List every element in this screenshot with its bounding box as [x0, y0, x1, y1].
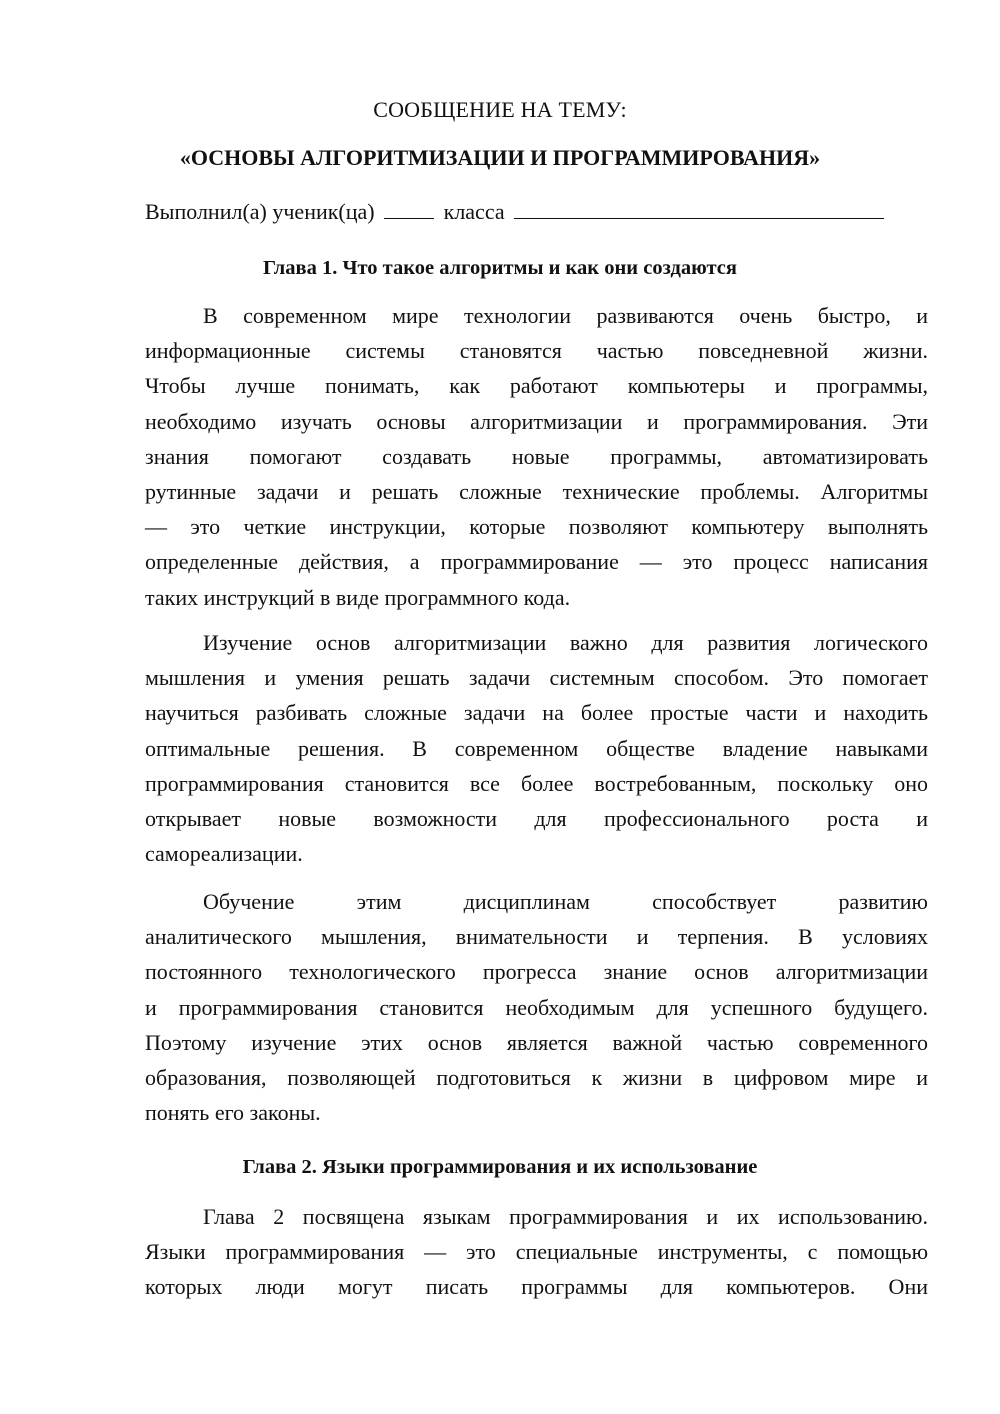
chapter-1-paragraph-2: [145, 625, 928, 871]
text-line: В современном мире технологии развиваются очень быстро, и: [203, 303, 928, 328]
text-line: информационные системы становятся частью повседневной жизни.: [145, 338, 928, 364]
text-line: понять его законы.: [145, 1100, 321, 1126]
text-line: Глава 2 посвящена языкам программирования и их использованию.: [203, 1204, 928, 1229]
text-line: аналитического мышления, внимательности и терпения. В условиях: [145, 924, 928, 950]
report-header-label: СООБЩЕНИЕ НА ТЕМУ:: [373, 97, 627, 122]
text-line: открывает новые возможности для профессионального роста и: [145, 806, 928, 832]
text-line: оптимальные решения. В современном обществе владение навыками: [145, 735, 928, 761]
text-line: самореализации.: [145, 841, 303, 867]
text-line: образования, позволяющей подготовиться к жизни в цифровом мире и: [145, 1065, 928, 1091]
chapter-1-paragraph-3: [145, 884, 928, 1130]
student-byline: [145, 199, 888, 225]
class-label: класса: [443, 199, 505, 224]
chapter-2-paragraph-1: [145, 1199, 928, 1305]
text-line: и программирования становится необходимым для успешного будущего.: [145, 994, 928, 1020]
text-line: научиться разбивать сложные задачи на более простые части и находить: [145, 700, 928, 726]
text-line: которых люди могут писать программы для компьютеров. Они: [145, 1274, 928, 1300]
text-line: определенные действия, а программирование — это процесс написания: [145, 549, 928, 575]
text-line: таких инструкций в виде программного кода.: [145, 584, 571, 610]
chapter-2-heading: Глава 2. Языки программирования и их использование: [242, 1156, 758, 1178]
text-line: мышления и умения решать задачи системным способом. Это помогает: [145, 665, 928, 691]
text-line: Обучение этим дисциплинам способствует развитию: [203, 889, 928, 914]
text-line: необходимо изучать основы алгоритмизации и программирования. Эти: [145, 408, 928, 434]
name-blank-line: [514, 217, 884, 219]
text-line: Изучение основ алгоритмизации важно для развития логического: [203, 630, 928, 655]
text-line: рутинные задачи и решать сложные технические проблемы. Алгоритмы: [145, 479, 928, 505]
chapter-1-heading: Глава 1. Что такое алгоритмы и как они создаются: [263, 257, 737, 279]
text-line: — это четкие инструкции, которые позволяют компьютеру выполнять: [145, 514, 928, 540]
chapter-1-paragraph-1: [145, 298, 928, 615]
text-line: знания помогают создавать новые программы, автоматизировать: [145, 443, 928, 469]
report-topic-title: «ОСНОВЫ АЛГОРИТМИЗАЦИИ И ПРОГРАММИРОВАНИЯ»: [179, 145, 821, 170]
text-line: постоянного технологического прогресса знание основ алгоритмизации: [145, 959, 928, 985]
text-line: Языки программирования — это специальные инструменты, с помощью: [145, 1239, 928, 1265]
text-line: Поэтому изучение этих основ является важной частью современного: [145, 1029, 928, 1055]
text-line: программирования становится все более востребованным, поскольку оно: [145, 770, 928, 796]
grade-blank-line: [384, 217, 434, 219]
performed-by-label: Выполнил(а) ученик(ца): [145, 199, 375, 224]
text-line: Чтобы лучше понимать, как работают компьютеры и программы,: [145, 373, 928, 399]
